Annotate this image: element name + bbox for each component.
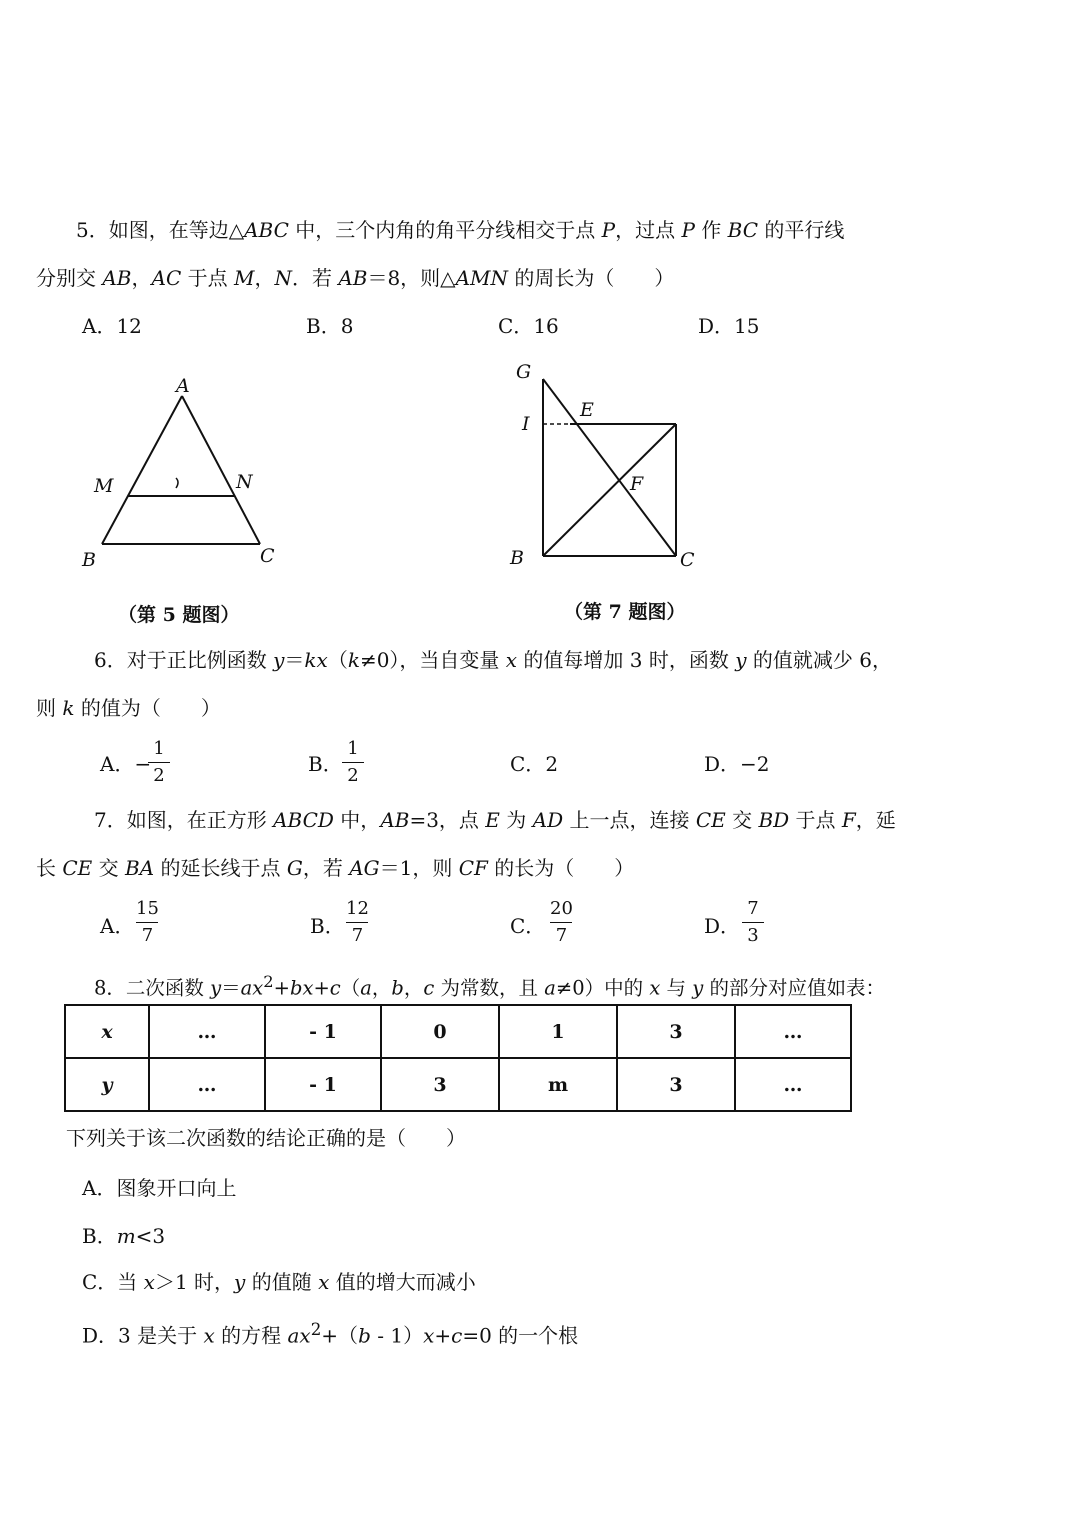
table-row	[65, 1005, 851, 1058]
q6-stem-line2: 则 k 的值为（ ）	[36, 696, 221, 720]
q7-option-b: B．	[310, 914, 345, 938]
q5-figure-caption: （第 5 题图）	[118, 604, 240, 626]
q8-stem-line1: 8．二次函数 $y=ax^2+bx+c(a$，b，c 为常数，且 a≠0）中的 x 与 y 的部分对应值如表：	[94, 972, 885, 1000]
q5-side-ac	[182, 396, 260, 544]
q7-figure-caption: （第 7 题图）	[564, 601, 686, 623]
q7-option-d: D．	[704, 914, 741, 938]
q5-label-c: C	[260, 545, 275, 567]
q7-option-c-fraction: 20 7	[550, 898, 573, 946]
q7-stem-line1: 7．如图，在正方形 ABCD 中，AB=3，点 E 为 AD 上一点，连接 CE 交 BD 于点 F，延	[94, 808, 896, 832]
table-cell: - 1	[265, 1058, 381, 1111]
q5-label-m: M	[94, 475, 114, 497]
q7-label-b: B	[510, 547, 524, 569]
q5-stem-line1: 5．如图，在等边△ABC 中，三个内角的角平分线相交于点 P，过点 P 作 BC 的平行线	[76, 218, 845, 242]
q8-option-a: A．图象开口向上	[82, 1176, 237, 1200]
table-cell: 0	[381, 1005, 499, 1058]
table-row	[65, 1058, 851, 1111]
q5-label-n: N	[236, 471, 253, 493]
q7-label-c: C	[680, 549, 695, 571]
q5-label-a: A	[176, 375, 190, 397]
q7-option-c: C．	[510, 914, 546, 938]
table-cell: …	[149, 1005, 265, 1058]
q6-option-d: D．−2	[704, 752, 770, 776]
table-cell: 1	[499, 1005, 617, 1058]
table-cell: 3	[617, 1058, 735, 1111]
q5-stem-line2: 分别交 AB，AC 于点 M，N．若 AB＝8，则△AMN 的周长为（ ）	[36, 266, 675, 290]
q7-option-a: A．	[100, 914, 135, 938]
q7-figure	[500, 356, 730, 576]
q6-option-b-fraction: 1 2	[342, 738, 364, 787]
q7-label-i: I	[522, 413, 530, 435]
q5-option-a: A．12	[82, 314, 142, 338]
table-cell: m	[499, 1058, 617, 1111]
q5-figure	[70, 360, 300, 580]
q8-option-d: D．3 是关于 x 的方程 $ax^2+(b - 1)x+c=0$ 的一个根	[82, 1320, 579, 1348]
q8-option-c: C．当 x＞1 时，y 的值随 x 值的增大而减小	[82, 1270, 476, 1294]
q7-label-g: G	[516, 361, 532, 383]
q6-option-a: A．−	[100, 752, 152, 776]
q7-stem-line2: 长 CE 交 BA 的延长线于点 G，若 AG＝1，则 CF 的长为（ ）	[36, 856, 635, 880]
q7-option-b-fraction: 12 7	[346, 898, 369, 946]
table-cell: x	[65, 1005, 149, 1058]
q7-option-a-fraction: 15 7	[136, 898, 159, 946]
table-cell: …	[149, 1058, 265, 1111]
q5-side-ab	[102, 396, 182, 544]
q6-option-c: C．2	[510, 752, 559, 776]
q5-label-b: B	[82, 549, 96, 571]
q5-point-p-mark	[176, 478, 178, 488]
q5-option-b: B．8	[306, 314, 354, 338]
table-cell: - 1	[265, 1005, 381, 1058]
q7-line-gc	[543, 379, 676, 556]
q7-option-d-fraction: 7 3	[742, 898, 764, 947]
q8-value-table	[64, 1004, 852, 1112]
table-cell: 3	[617, 1005, 735, 1058]
q5-option-d: D．15	[698, 314, 760, 338]
table-cell: …	[735, 1058, 851, 1111]
q7-label-e: E	[580, 399, 594, 421]
table-cell: …	[735, 1005, 851, 1058]
q6-stem-line1: 6．对于正比例函数 y＝kx（k≠0），当自变量 x 的值每增加 3 时，函数 y 的值就减少 6，	[94, 648, 892, 672]
q6-option-a-fraction: 1 2	[148, 738, 170, 787]
q6-option-b: B．	[308, 752, 343, 776]
q8-stem-line2: 下列关于该二次函数的结论正确的是（ ）	[66, 1126, 466, 1150]
table-cell: y	[65, 1058, 149, 1111]
q5-option-c: C．16	[498, 314, 559, 338]
table-cell: 3	[381, 1058, 499, 1111]
q8-option-b: B．m<3	[82, 1224, 166, 1248]
q7-label-f: F	[630, 473, 644, 495]
q7-diagonal-bd	[543, 424, 676, 556]
